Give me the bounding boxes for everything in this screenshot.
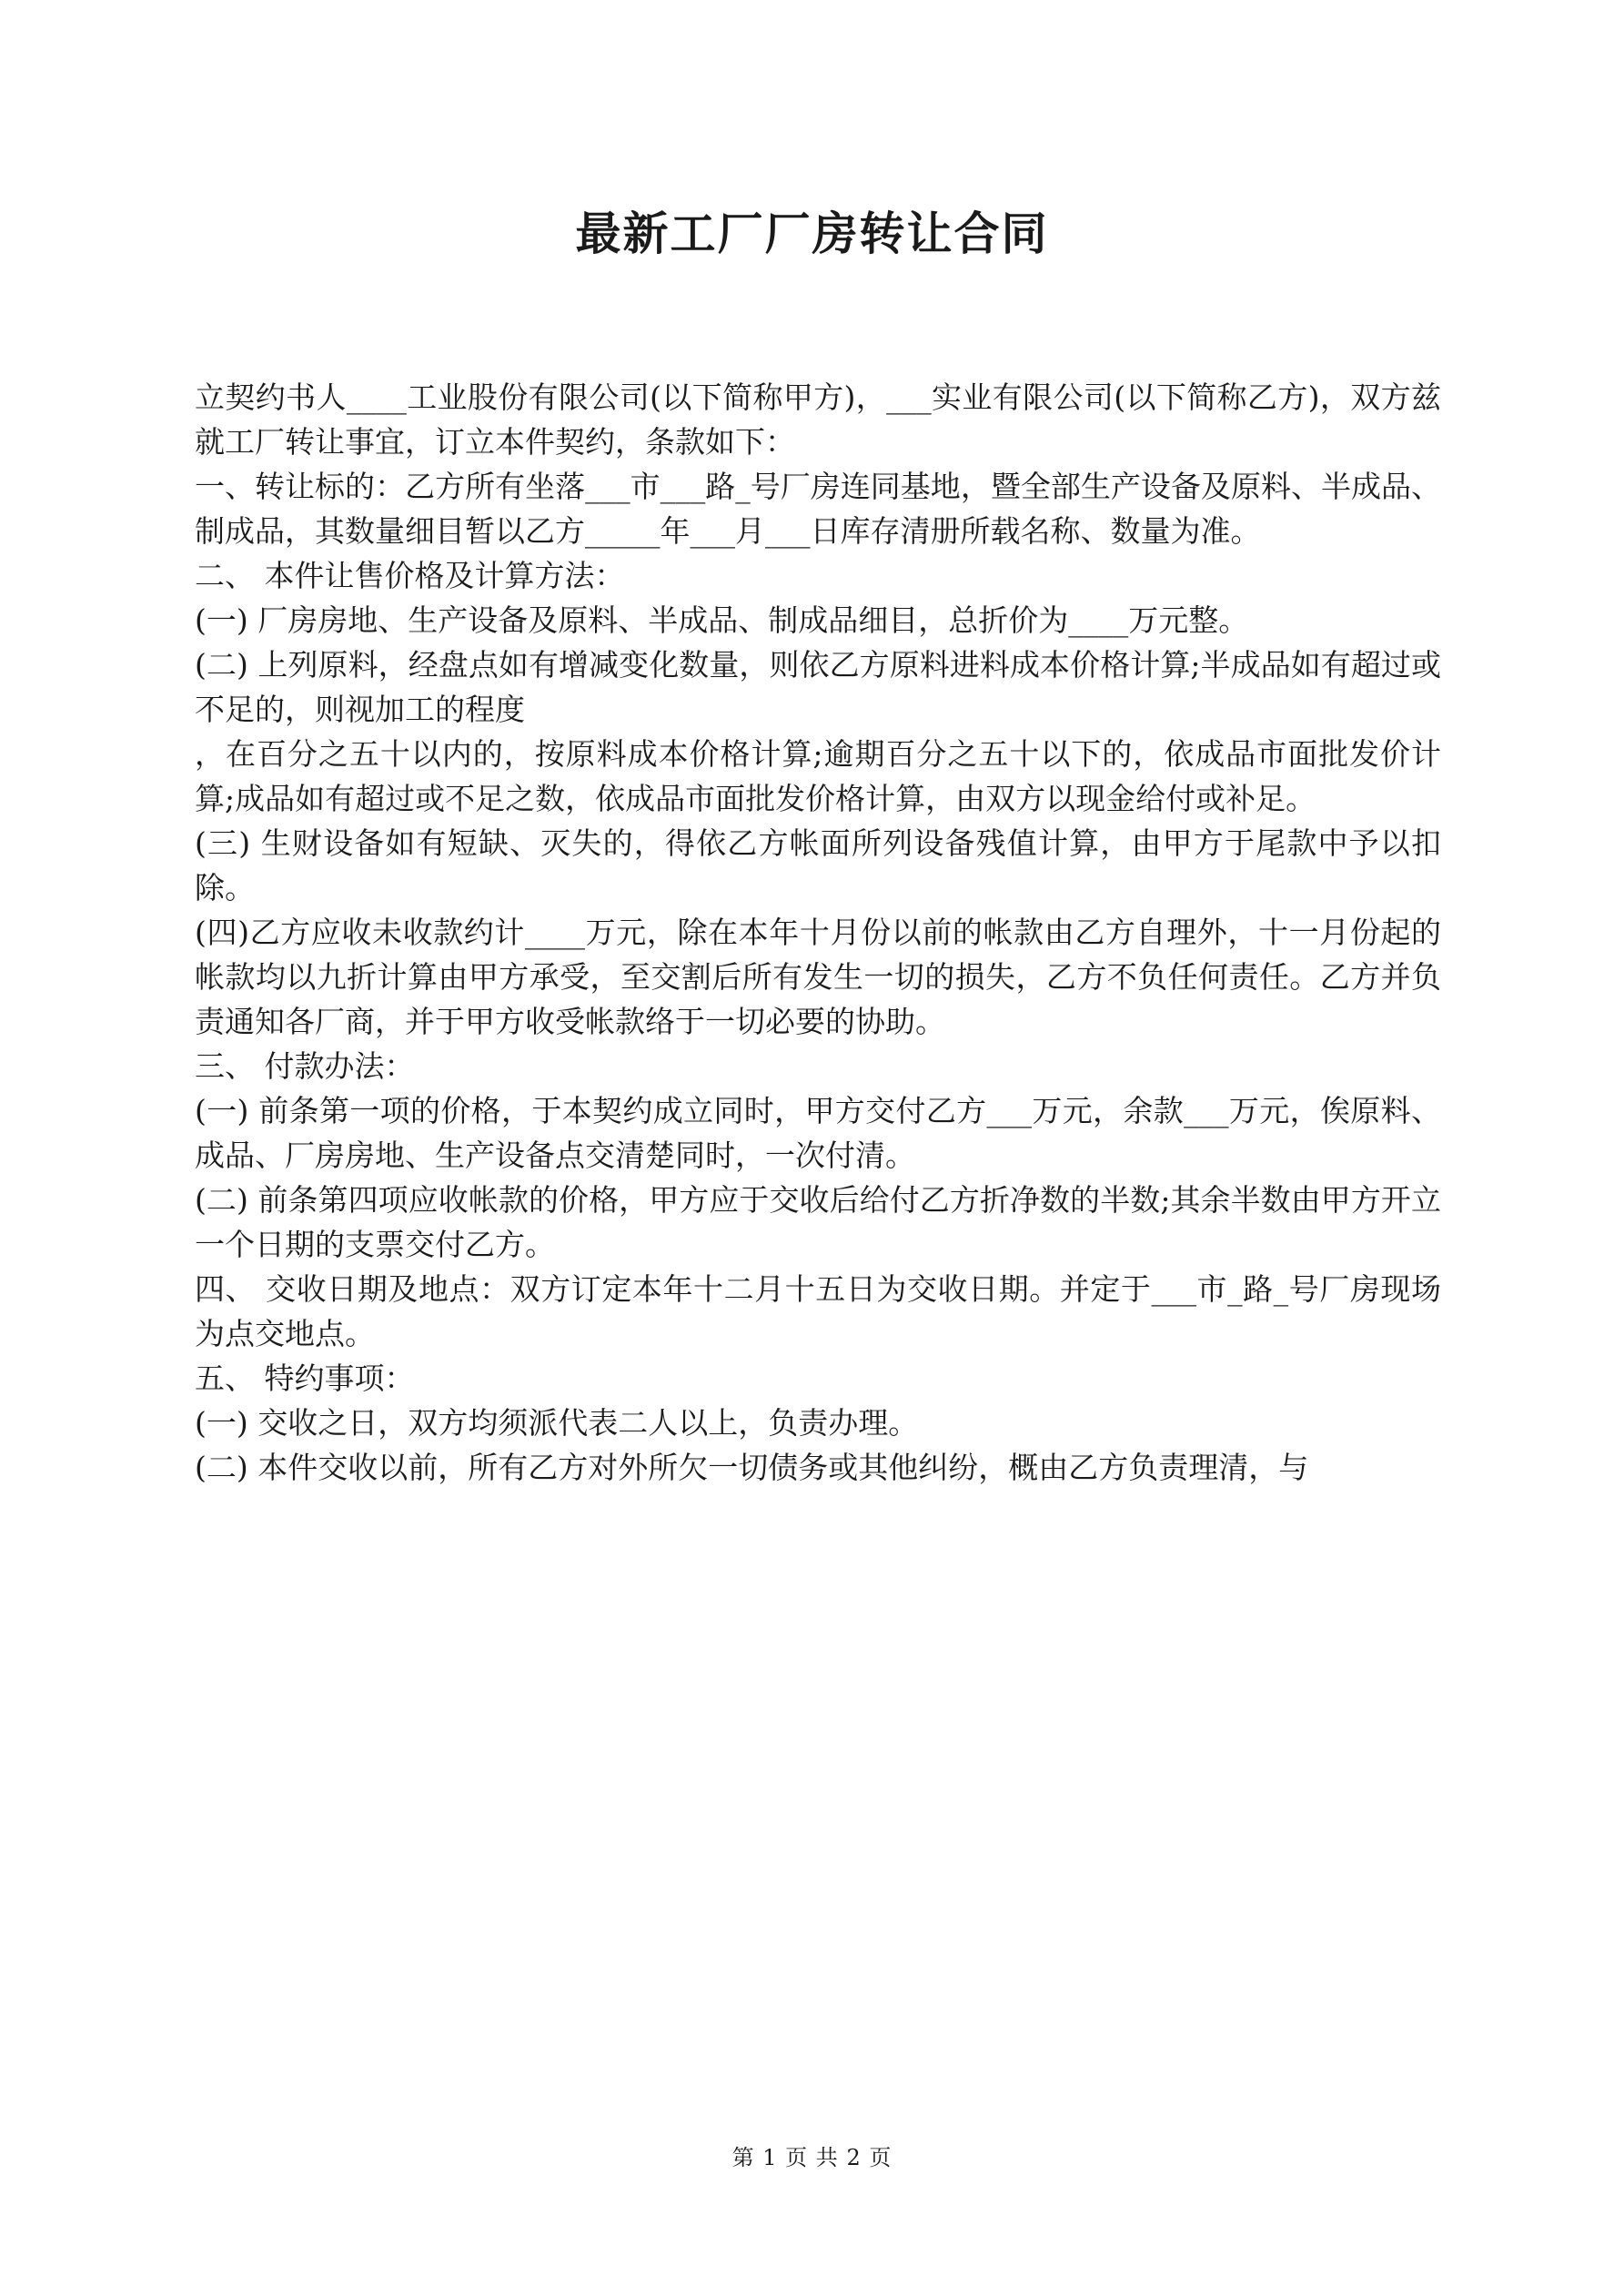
paragraph: ，在百分之五十以内的，按原料成本价格计算;逾期百分之五十以下的，依成品市面批发价计算;成品如有超过或不足之数，依成品市面批发价格计算，由双方以现金给付或补足。 (195, 736, 1441, 816)
paragraph: (一) 前条第一项的价格，于本契约成立同时，甲方交付乙方___万元，余款___万元，俟原料、成品、厂房房地、生产设备点交清楚同时，一次付清。 (195, 1093, 1441, 1173)
paragraph: (一) 交收之日，双方均须派代表二人以上，负责办理。 (195, 1405, 919, 1441)
paragraph: 三、 付款办法： (195, 1048, 415, 1084)
paragraph: (二) 本件交收以前，所有乙方对外所欠一切债务或其他纠纷，概由乙方负责理清，与 (195, 1450, 1309, 1485)
paragraph: 二、 本件让售价格及计算方法： (195, 558, 625, 593)
paragraph: (二) 上列原料，经盘点如有增减变化数量，则依乙方原料进料成本价格计算;半成品如有超过或不足的，则视加工的程度 (195, 647, 1441, 727)
paragraph: 四、 交收日期及地点：双方订定本年十二月十五日为交收日期。并定于___市_路_号厂房现场为点交地点。 (195, 1271, 1441, 1351)
paragraph: 立契约书人____工业股份有限公司(以下简称甲方)，___实业有限公司(以下简称乙方)，双方兹就工厂转让事宜，订立本件契约，条款如下： (195, 379, 1441, 460)
paragraph: 五、 特约事项： (195, 1360, 415, 1396)
paragraph: (四)乙方应收未收款约计____万元，除在本年十月份以前的帐款由乙方自理外，十一月份起的帐款均以九折计算由甲方承受，至交割后所有发生一切的损失，乙方不负任何责任。乙方并负责通知各厂商，并于甲方收受帐款络于一切必要的协助。 (195, 915, 1441, 1039)
paragraph: (一) 厂房房地、生产设备及原料、半成品、制成品细目，总折价为____万元整。 (195, 602, 1249, 638)
page-footer: 第 1 页 共 2 页 (731, 2145, 893, 2170)
paragraph: 一、转让标的：乙方所有坐落___市___路_号厂房连同基地，暨全部生产设备及原料、半成品、制成品，其数量细目暂以乙方_____年___月___日库存清册所载名称、数量为准。 (195, 469, 1441, 549)
paragraph: (二) 前条第四项应收帐款的价格，甲方应于交收后给付乙方折净数的半数;其余半数由甲方开立一个日期的支票交付乙方。 (195, 1182, 1441, 1262)
document-body (195, 375, 1441, 1490)
paragraph: (三) 生财设备如有短缺、灭失的，得依乙方帐面所列设备残值计算，由甲方于尾款中予以扣除。 (195, 825, 1441, 905)
document-title: 最新工厂厂房转让合同 (575, 207, 1049, 260)
